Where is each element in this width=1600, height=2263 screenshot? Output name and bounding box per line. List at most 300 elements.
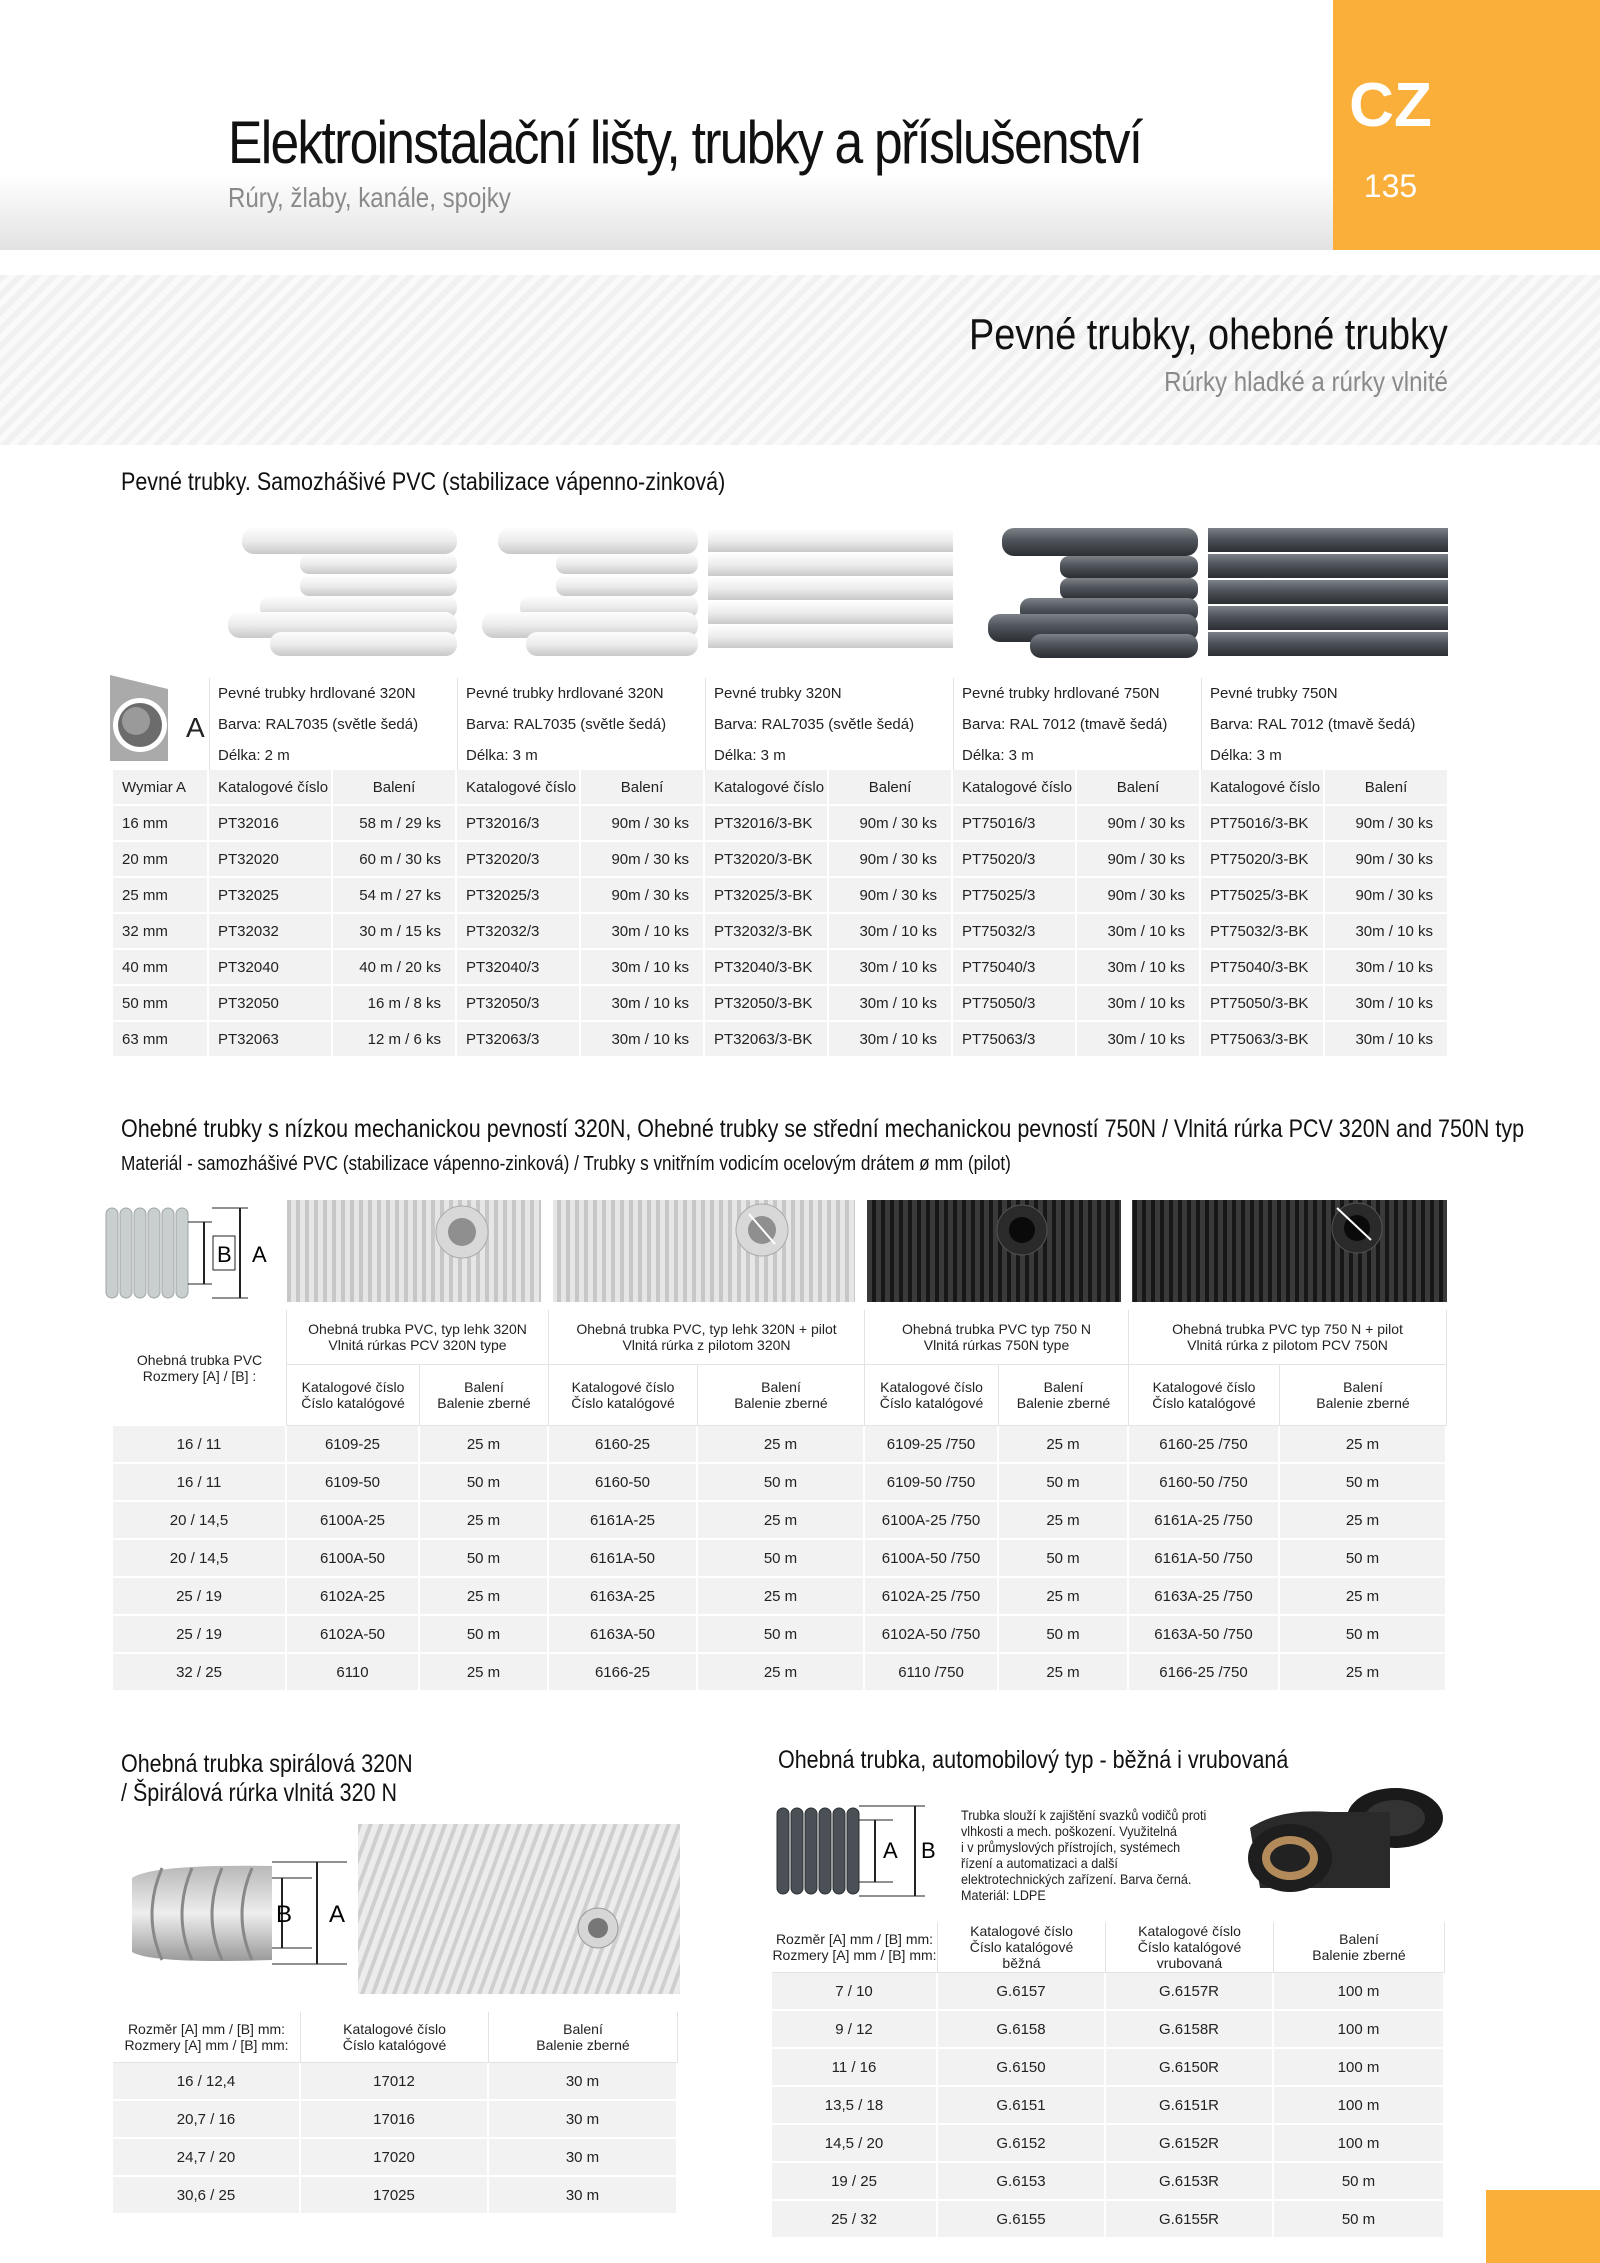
- table-cell: 20,7 / 16: [113, 2101, 301, 2139]
- table-cell: 16 / 11: [113, 1426, 287, 1464]
- table-cell: 16 m / 8 ks: [333, 986, 457, 1022]
- table-cell: 6163A-25 /750: [1129, 1578, 1280, 1616]
- table-cell: 25 m: [1280, 1578, 1447, 1616]
- col-pack: Balení Balenie zberné: [1280, 1365, 1447, 1426]
- group-header: [865, 1310, 1129, 1365]
- dim-a-label: A: [186, 712, 205, 743]
- table-cell: 6160-50 /750: [1129, 1464, 1280, 1502]
- spiral-table-body: [113, 2063, 678, 2215]
- table-cell: 60 m / 30 ks: [333, 842, 457, 878]
- language-page-badge: [1333, 0, 1600, 250]
- col-catalog: Katalogové číslo: [953, 770, 1077, 806]
- table-cell: 90m / 30 ks: [581, 806, 705, 842]
- table-row: [113, 986, 1449, 1022]
- table-cell: PT32025/3-BK: [705, 878, 829, 914]
- table-cell: 7 / 10: [772, 1973, 938, 2011]
- auto-description: [961, 1807, 1206, 1903]
- group-line-2: Vlnitá rúrka z pilotom 320N: [622, 1337, 791, 1353]
- group-line-1: Ohebná trubka PVC, typ lehk 320N: [308, 1321, 527, 1337]
- table-cell: 17025: [301, 2177, 489, 2215]
- dim-a-label: A: [329, 1901, 346, 1928]
- table-cell: 6163A-50: [549, 1616, 698, 1654]
- col-size: Rozměr [A] mm / [B] mm: Rozmery [A] mm / [B] mm:: [113, 2012, 301, 2063]
- table-cell: PT32032/3: [457, 914, 581, 950]
- flex-pipes-table: [113, 1310, 1447, 1692]
- table-cell: 6161A-50 /750: [1129, 1540, 1280, 1578]
- table-cell: 30 m: [489, 2063, 678, 2101]
- flex-table-body: [113, 1426, 1447, 1692]
- table-cell: 25 m: [1280, 1426, 1447, 1464]
- table-cell: PT32025: [209, 878, 333, 914]
- product-length: Délka: 3 m: [1201, 740, 1447, 771]
- auto-header-row: [772, 1922, 1445, 1973]
- table-header-row: [113, 770, 1449, 806]
- black-coil-750n: [867, 1200, 1121, 1302]
- row-label-line-2: Rozmery [A] / [B] :: [142, 1368, 257, 1384]
- col-catalog: Katalogové číslo: [209, 770, 333, 806]
- table-cell: 30 m: [489, 2101, 678, 2139]
- group-line-1: Ohebná trubka PVC, typ lehk 320N + pilot: [576, 1321, 837, 1337]
- table-cell: 25 m: [698, 1502, 865, 1540]
- col-pack: Balení: [1077, 770, 1201, 806]
- dim-b-label: B: [276, 1901, 293, 1928]
- table-row: [113, 842, 1449, 878]
- table-cell: PT32016/3: [457, 806, 581, 842]
- table-cell: 6102A-25: [287, 1578, 420, 1616]
- table-cell: 6109-25: [287, 1426, 420, 1464]
- table-row: [113, 1578, 1447, 1616]
- table-row: [772, 2087, 1445, 2125]
- table-cell: 6160-25: [549, 1426, 698, 1464]
- table-cell: 30m / 10 ks: [581, 986, 705, 1022]
- table-cell: 20 mm: [113, 842, 209, 878]
- table-cell: 30m / 10 ks: [1077, 1022, 1201, 1058]
- col-catalog: Katalogové číslo Číslo katalógové: [1129, 1365, 1280, 1426]
- table-cell: PT75040/3: [953, 950, 1077, 986]
- table-row: [113, 1616, 1447, 1654]
- table-row: [113, 914, 1449, 950]
- table-cell: 50 m: [1280, 1464, 1447, 1502]
- product-color: Barva: RAL 7012 (tmavě šedá): [1201, 709, 1447, 740]
- table-row: [113, 950, 1449, 986]
- table-cell: PT75020/3: [953, 842, 1077, 878]
- table-cell: 17020: [301, 2139, 489, 2177]
- flex-group-header-row: [113, 1310, 1447, 1365]
- spiral-coil-photo: [358, 1824, 680, 1994]
- dim-b-label: B: [217, 1242, 232, 1267]
- table-row: [772, 1973, 1445, 2011]
- table-cell: 30m / 10 ks: [1077, 914, 1201, 950]
- table-cell: 40 m / 20 ks: [333, 950, 457, 986]
- table-cell: 90m / 30 ks: [1077, 878, 1201, 914]
- table-cell: 17016: [301, 2101, 489, 2139]
- table-cell: 90m / 30 ks: [581, 842, 705, 878]
- table-cell: 90m / 30 ks: [1325, 806, 1449, 842]
- col-catalog: Katalogové číslo Číslo katalógové: [549, 1365, 698, 1426]
- table-cell: 50 m: [1274, 2163, 1445, 2201]
- table-row: [772, 2163, 1445, 2201]
- product-length: Délka: 2 m: [209, 740, 457, 771]
- table-cell: 9 / 12: [772, 2011, 938, 2049]
- white-coil-320n: [287, 1200, 541, 1302]
- col-pack: Balení: [1325, 770, 1449, 806]
- table-cell: PT32063/3: [457, 1022, 581, 1058]
- auto-pipe-diagram: [775, 1800, 955, 1898]
- table-cell: 30m / 10 ks: [581, 950, 705, 986]
- table-cell: 30m / 10 ks: [1325, 950, 1449, 986]
- table-cell: 6161A-25 /750: [1129, 1502, 1280, 1540]
- white-socket-pipes-3m: [482, 528, 698, 656]
- table-row: [772, 2049, 1445, 2087]
- table-cell: 30 m: [489, 2139, 678, 2177]
- table-cell: 6160-50: [549, 1464, 698, 1502]
- table-cell: 63 mm: [113, 1022, 209, 1058]
- section-band: [0, 275, 1600, 445]
- table-cell: 6109-25 /750: [865, 1426, 999, 1464]
- table-cell: PT32032: [209, 914, 333, 950]
- table-cell: 50 m: [698, 1540, 865, 1578]
- table-cell: 30m / 10 ks: [1325, 914, 1449, 950]
- col-pack: Balení Balenie zberné: [698, 1365, 865, 1426]
- table-cell: 25 / 32: [772, 2201, 938, 2239]
- dark-socket-pipes: [988, 528, 1198, 658]
- col-pack: Balení Balenie zberné: [489, 2012, 678, 2063]
- table-cell: 25 m: [999, 1426, 1129, 1464]
- group-line-2: Vlnitá rúrkas 750N type: [923, 1337, 1070, 1353]
- product-color: Barva: RAL7035 (světle šedá): [705, 709, 953, 740]
- table-cell: 50 m: [999, 1616, 1129, 1654]
- table-cell: 90m / 30 ks: [829, 878, 953, 914]
- table-cell: 90m / 30 ks: [581, 878, 705, 914]
- col-pack: Balení Balenie zberné: [420, 1365, 549, 1426]
- rigid-product-descriptions: [209, 678, 1447, 771]
- table-cell: 19 / 25: [772, 2163, 938, 2201]
- table-cell: 90m / 30 ks: [1325, 842, 1449, 878]
- page-number: 135: [1363, 168, 1418, 204]
- table-cell: 32 mm: [113, 914, 209, 950]
- table-cell: PT32050: [209, 986, 333, 1022]
- table-cell: 30 m: [489, 2177, 678, 2215]
- table-cell: 50 m: [1280, 1540, 1447, 1578]
- white-plain-pipes-3m: [708, 530, 953, 648]
- table-cell: 30m / 10 ks: [1325, 986, 1449, 1022]
- table-cell: 90m / 30 ks: [1077, 806, 1201, 842]
- table-cell: G.6152R: [1106, 2125, 1274, 2163]
- table-cell: 40 mm: [113, 950, 209, 986]
- table-cell: 30m / 10 ks: [1325, 1022, 1449, 1058]
- corrugated-coils-photo: [287, 1200, 1447, 1302]
- table-cell: 90m / 30 ks: [829, 806, 953, 842]
- dim-a-label: A: [252, 1242, 267, 1267]
- table-cell: 50 m: [999, 1540, 1129, 1578]
- table-cell: G.6158: [938, 2011, 1106, 2049]
- table-cell: 25 m: [420, 1502, 549, 1540]
- spiral-pipe-diagram: [122, 1860, 352, 1970]
- flex-column-header-row: [113, 1365, 1447, 1426]
- table-cell: 16 / 12,4: [113, 2063, 301, 2101]
- col-catalog: Katalogové číslo: [705, 770, 829, 806]
- table-cell: 24,7 / 20: [113, 2139, 301, 2177]
- product-length: Délka: 3 m: [457, 740, 705, 771]
- table-cell: G.6155: [938, 2201, 1106, 2239]
- flex-subheading: Materiál - samozhášivé PVC (stabilizace vápenno-zinková) / Trubky s vnitřním vodicím ocelovým drátem ø mm (pilot): [121, 1153, 1011, 1175]
- table-cell: 16 / 11: [113, 1464, 287, 1502]
- table-cell: 32 / 25: [113, 1654, 287, 1692]
- auto-table-body: [772, 1973, 1445, 2239]
- group-line-1: Ohebná trubka PVC typ 750 N: [901, 1321, 1092, 1337]
- table-cell: PT32063: [209, 1022, 333, 1058]
- table-cell: 58 m / 29 ks: [333, 806, 457, 842]
- table-cell: 90m / 30 ks: [1077, 842, 1201, 878]
- table-cell: PT75016/3-BK: [1201, 806, 1325, 842]
- table-cell: 6102A-25 /750: [865, 1578, 999, 1616]
- table-cell: 17012: [301, 2063, 489, 2101]
- table-cell: G.6153: [938, 2163, 1106, 2201]
- table-row: [772, 2125, 1445, 2163]
- auto-table: [772, 1922, 1445, 2239]
- table-cell: PT75032/3: [953, 914, 1077, 950]
- pipe-cross-section-icon: [108, 675, 208, 765]
- table-cell: 25 / 19: [113, 1578, 287, 1616]
- table-cell: 30m / 10 ks: [581, 1022, 705, 1058]
- col-size: Wymiar A: [113, 770, 209, 806]
- table-cell: G.6157: [938, 1973, 1106, 2011]
- spiral-heading-line-1: Ohebná trubka spirálová 320N: [121, 1750, 413, 1778]
- table-cell: PT32040: [209, 950, 333, 986]
- page-title: Elektroinstalační lišty, trubky a příslušenství: [228, 109, 1142, 176]
- desc-line: Trubka slouží k zajištění svazků vodičů proti: [961, 1807, 1207, 1823]
- rigid-table-body: [113, 806, 1449, 1058]
- dim-b-label: B: [921, 1838, 936, 1863]
- col-pack: Balení Balenie zberné: [1274, 1922, 1445, 1973]
- table-cell: 6166-25 /750: [1129, 1654, 1280, 1692]
- dark-plain-pipes: [1208, 528, 1448, 656]
- table-cell: 30m / 10 ks: [1077, 986, 1201, 1022]
- col-catalog: Katalogové číslo: [457, 770, 581, 806]
- table-cell: 30,6 / 25: [113, 2177, 301, 2215]
- table-cell: 6102A-50 /750: [865, 1616, 999, 1654]
- table-cell: 25 m: [420, 1426, 549, 1464]
- table-cell: 30m / 10 ks: [1077, 950, 1201, 986]
- black-coil-750n-pilot: [1132, 1200, 1447, 1302]
- table-cell: 6100A-25: [287, 1502, 420, 1540]
- table-cell: 50 m: [420, 1540, 549, 1578]
- col-catalog-slotted: Katalogové číslo Číslo katalógové vrubovaná: [1106, 1922, 1274, 1973]
- section-title: Pevné trubky, ohebné trubky: [969, 310, 1448, 359]
- table-row: [772, 2201, 1445, 2239]
- table-cell: 30m / 10 ks: [581, 914, 705, 950]
- row-label-line-1: Ohebná trubka PVC: [136, 1352, 263, 1368]
- table-cell: G.6158R: [1106, 2011, 1274, 2049]
- table-cell: 6160-25 /750: [1129, 1426, 1280, 1464]
- table-cell: PT32040/3: [457, 950, 581, 986]
- table-cell: 30m / 10 ks: [829, 950, 953, 986]
- desc-line: řízení a automatizaci a další: [961, 1855, 1118, 1871]
- table-cell: 6100A-25 /750: [865, 1502, 999, 1540]
- table-cell: PT32016/3-BK: [705, 806, 829, 842]
- table-cell: 30m / 10 ks: [829, 986, 953, 1022]
- table-cell: PT75063/3: [953, 1022, 1077, 1058]
- col-catalog: Katalogové číslo Číslo katalógové: [287, 1365, 420, 1426]
- page-subtitle: Rúry, žlaby, kanále, spojky: [228, 182, 511, 213]
- table-cell: PT32040/3-BK: [705, 950, 829, 986]
- table-cell: 6161A-50: [549, 1540, 698, 1578]
- table-cell: G.6157R: [1106, 1973, 1274, 2011]
- col-size: Rozměr [A] mm / [B] mm: Rozmery [A] mm / [B] mm:: [772, 1922, 938, 1973]
- table-cell: 100 m: [1274, 2011, 1445, 2049]
- table-cell: 6109-50 /750: [865, 1464, 999, 1502]
- product-color: Barva: RAL 7012 (tmavě šedá): [953, 709, 1201, 740]
- table-cell: 13,5 / 18: [772, 2087, 938, 2125]
- desc-line: vlhkosti a mech. poškození. Využitelná: [961, 1823, 1177, 1839]
- col-pack: Balení Balenie zberné: [999, 1365, 1129, 1426]
- section-subtitle: Rúrky hladké a rúrky vlnité: [1164, 366, 1448, 397]
- flex-heading: Ohebné trubky s nízkou mechanickou pevností 320N, Ohebné trubky se střední mechanickou pevností 750N / Vlnitá rúrka PCV 320N and 750N typ: [121, 1115, 1525, 1143]
- table-cell: 25 m: [1280, 1654, 1447, 1692]
- table-cell: 25 m: [698, 1426, 865, 1464]
- col-pack: Balení: [581, 770, 705, 806]
- auto-heading: Ohebná trubka, automobilový typ - běžná i vrubovaná: [778, 1746, 1289, 1774]
- table-cell: 6163A-50 /750: [1129, 1616, 1280, 1654]
- col-pack: Balení: [829, 770, 953, 806]
- table-cell: 14,5 / 20: [772, 2125, 938, 2163]
- table-cell: 6100A-50 /750: [865, 1540, 999, 1578]
- col-catalog: Katalogové číslo Číslo katalógové: [865, 1365, 999, 1426]
- table-cell: PT75025/3: [953, 878, 1077, 914]
- table-row: [113, 2063, 678, 2101]
- product-length: Délka: 3 m: [705, 740, 953, 771]
- table-cell: 100 m: [1274, 2049, 1445, 2087]
- col-catalog: Katalogové číslo Číslo katalógové: [301, 2012, 489, 2063]
- table-cell: 50 m: [420, 1616, 549, 1654]
- product-name: Pevné trubky hrdlované 750N: [953, 678, 1201, 709]
- table-cell: G.6150: [938, 2049, 1106, 2087]
- group-line-1: Ohebná trubka PVC typ 750 N + pilot: [1172, 1321, 1403, 1337]
- table-cell: 25 m: [999, 1654, 1129, 1692]
- table-row: [113, 806, 1449, 842]
- table-cell: 6163A-25: [549, 1578, 698, 1616]
- table-row: [113, 1022, 1449, 1058]
- table-cell: 6100A-50: [287, 1540, 420, 1578]
- table-cell: 6166-25: [549, 1654, 698, 1692]
- table-cell: PT75032/3-BK: [1201, 914, 1325, 950]
- col-catalog-standard: Katalogové číslo Číslo katalógové běžná: [938, 1922, 1106, 1973]
- col-pack: Balení: [333, 770, 457, 806]
- table-row: [113, 1502, 1447, 1540]
- table-cell: G.6151R: [1106, 2087, 1274, 2125]
- table-cell: PT75016/3: [953, 806, 1077, 842]
- product-name: Pevné trubky hrdlované 320N: [457, 678, 705, 709]
- table-cell: 11 / 16: [772, 2049, 938, 2087]
- table-row: [113, 2177, 678, 2215]
- table-cell: 50 m: [1274, 2201, 1445, 2239]
- product-color: Barva: RAL7035 (světle šedá): [457, 709, 705, 740]
- table-cell: 100 m: [1274, 1973, 1445, 2011]
- table-cell: PT75063/3-BK: [1201, 1022, 1325, 1058]
- table-cell: PT32025/3: [457, 878, 581, 914]
- desc-line: Materiál: LDPE: [961, 1887, 1046, 1903]
- spiral-table: [113, 2012, 678, 2215]
- table-row: [113, 878, 1449, 914]
- table-cell: PT32032/3-BK: [705, 914, 829, 950]
- table-cell: PT75025/3-BK: [1201, 878, 1325, 914]
- group-header: [1129, 1310, 1447, 1365]
- table-cell: 90m / 30 ks: [829, 842, 953, 878]
- dim-a-label: A: [883, 1838, 898, 1863]
- desc-line: elektrotechnických zařízení. Barva černá.: [961, 1871, 1192, 1887]
- flex-row-label: [113, 1310, 287, 1426]
- table-row: [113, 1654, 1447, 1692]
- rigid-pipes-table: [113, 770, 1449, 1058]
- table-cell: PT75050/3-BK: [1201, 986, 1325, 1022]
- product-name: Pevné trubky hrdlované 320N: [209, 678, 457, 709]
- table-cell: 25 m: [1280, 1502, 1447, 1540]
- table-cell: 30m / 10 ks: [829, 914, 953, 950]
- table-cell: 50 m: [420, 1464, 549, 1502]
- table-cell: PT32016: [209, 806, 333, 842]
- table-cell: PT32063/3-BK: [705, 1022, 829, 1058]
- corrugated-pipe-diagram: [100, 1198, 280, 1308]
- product-name: Pevné trubky 750N: [1201, 678, 1447, 709]
- table-cell: 50 m: [698, 1464, 865, 1502]
- language-code: CZ: [1349, 71, 1432, 140]
- table-cell: 54 m / 27 ks: [333, 878, 457, 914]
- table-cell: G.6150R: [1106, 2049, 1274, 2087]
- table-cell: 6161A-25: [549, 1502, 698, 1540]
- group-header: [549, 1310, 865, 1365]
- table-cell: PT32050/3-BK: [705, 986, 829, 1022]
- table-cell: 25 m: [420, 1654, 549, 1692]
- table-cell: G.6155R: [1106, 2201, 1274, 2239]
- auto-pipes-photo: [1240, 1778, 1445, 1898]
- table-cell: G.6151: [938, 2087, 1106, 2125]
- table-cell: 100 m: [1274, 2087, 1445, 2125]
- table-cell: 30 m / 15 ks: [333, 914, 457, 950]
- rigid-heading: Pevné trubky. Samozhášivé PVC (stabilizace vápenno-zinková): [121, 468, 726, 496]
- table-cell: 25 / 19: [113, 1616, 287, 1654]
- group-line-2: Vlnitá rúrkas PCV 320N type: [328, 1337, 507, 1353]
- table-cell: G.6152: [938, 2125, 1106, 2163]
- table-cell: 100 m: [1274, 2125, 1445, 2163]
- table-cell: 20 / 14,5: [113, 1502, 287, 1540]
- table-cell: 20 / 14,5: [113, 1540, 287, 1578]
- table-cell: PT32050/3: [457, 986, 581, 1022]
- table-cell: 6109-50: [287, 1464, 420, 1502]
- spiral-header-row: [113, 2012, 678, 2063]
- desc-line: i v průmyslových přístrojích, systémech: [961, 1839, 1181, 1855]
- table-cell: 50 m: [698, 1616, 865, 1654]
- table-row: [113, 2101, 678, 2139]
- table-cell: 25 mm: [113, 878, 209, 914]
- table-cell: 6110: [287, 1654, 420, 1692]
- product-color: Barva: RAL7035 (světle šedá): [209, 709, 457, 740]
- table-row: [113, 1426, 1447, 1464]
- group-line-2: Vlnitá rúrka z pilotom PCV 750N: [1187, 1337, 1388, 1353]
- col-catalog: Katalogové číslo: [1201, 770, 1325, 806]
- table-cell: PT75040/3-BK: [1201, 950, 1325, 986]
- spiral-heading-line-2: / Špirálová rúrka vlnitá 320 N: [121, 1779, 398, 1807]
- group-header: [287, 1310, 549, 1365]
- table-cell: 50 mm: [113, 986, 209, 1022]
- table-row: [113, 2139, 678, 2177]
- rigid-pipes-photo: [220, 520, 1450, 660]
- product-name: Pevné trubky 320N: [705, 678, 953, 709]
- table-cell: 25 m: [698, 1654, 865, 1692]
- table-cell: PT32020/3-BK: [705, 842, 829, 878]
- table-cell: G.6153R: [1106, 2163, 1274, 2201]
- white-coil-320n-pilot: [553, 1200, 855, 1302]
- table-cell: PT75050/3: [953, 986, 1077, 1022]
